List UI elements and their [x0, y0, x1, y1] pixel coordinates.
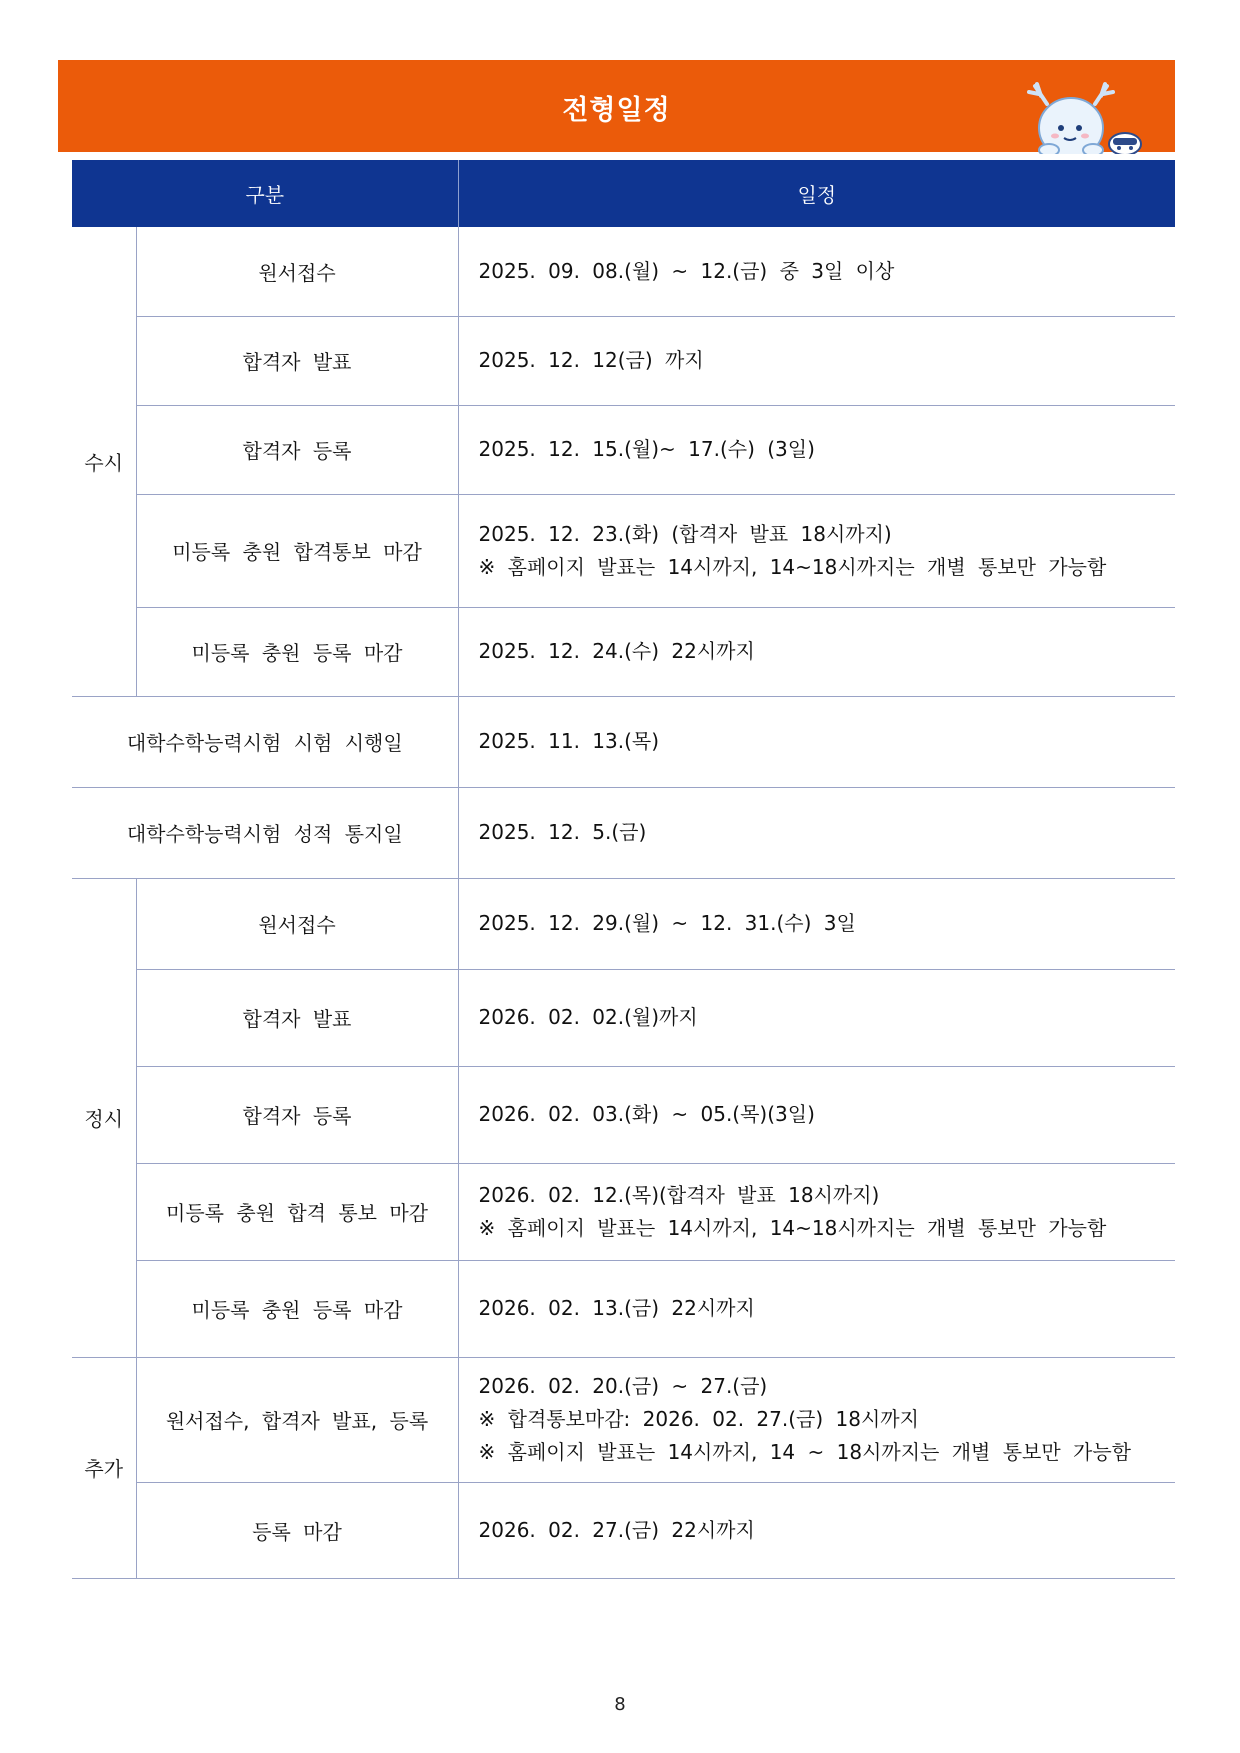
table-row	[72, 1066, 1175, 1163]
row-label: 합격자 등록	[136, 405, 458, 494]
row-value: 2026. 02. 27.(금) 22시까지	[458, 1482, 1175, 1578]
row-value: 2025. 12. 29.(월) ~ 12. 31.(수) 3일	[458, 878, 1175, 969]
row-label: 원서접수	[136, 227, 458, 316]
row-label: 미등록 충원 등록 마감	[136, 607, 458, 696]
table-row	[72, 787, 1175, 878]
row-label: 원서접수	[136, 878, 458, 969]
title-banner	[58, 60, 1175, 152]
row-value: 2025. 12. 24.(수) 22시까지	[458, 607, 1175, 696]
mascot-icon	[1017, 76, 1147, 154]
table-row	[72, 1260, 1175, 1357]
row-label: 대학수학능력시험 성적 통지일	[72, 787, 458, 878]
group-chuga: 추가	[72, 1357, 136, 1578]
row-label: 미등록 충원 합격 통보 마감	[136, 1163, 458, 1260]
row-label: 합격자 발표	[136, 316, 458, 405]
row-value: 2026. 02. 12.(목)(합격자 발표 18시까지) ※ 홈페이지 발표는 14시까지, 14~18시까지는 개별 통보만 가능함	[458, 1163, 1175, 1260]
table-row	[72, 1357, 1175, 1482]
row-value: 2026. 02. 20.(금) ~ 27.(금) ※ 합격통보마감: 2026. 02. 27.(금) 18시까지 ※ 홈페이지 발표는 14시까지, 14 ~ 18시까지는 개별 통보만 가능함	[458, 1357, 1175, 1482]
row-label: 원서접수, 합격자 발표, 등록	[136, 1357, 458, 1482]
schedule-table	[72, 160, 1175, 1579]
table-row	[72, 878, 1175, 969]
table-row	[72, 607, 1175, 696]
table-row	[72, 227, 1175, 316]
row-value: 2025. 11. 13.(목)	[458, 696, 1175, 787]
table-row	[72, 405, 1175, 494]
row-value: 2025. 12. 12(금) 까지	[458, 316, 1175, 405]
table-header-row	[72, 160, 1175, 227]
header-schedule: 일정	[458, 160, 1175, 227]
table-row	[72, 1163, 1175, 1260]
header-category: 구분	[72, 160, 458, 227]
table-row	[72, 1482, 1175, 1578]
page-title: 전형일정	[562, 95, 671, 126]
row-label: 합격자 발표	[136, 969, 458, 1066]
row-label: 미등록 충원 합격통보 마감	[136, 494, 458, 607]
row-label: 미등록 충원 등록 마감	[136, 1260, 458, 1357]
row-value: 2025. 12. 23.(화) (합격자 발표 18시까지) ※ 홈페이지 발표는 14시까지, 14~18시까지는 개별 통보만 가능함	[458, 494, 1175, 607]
group-jeongsi: 정시	[72, 878, 136, 1357]
table-row	[72, 696, 1175, 787]
group-susi: 수시	[72, 227, 136, 696]
table-row	[72, 494, 1175, 607]
row-value: 2025. 12. 5.(금)	[458, 787, 1175, 878]
row-value: 2026. 02. 13.(금) 22시까지	[458, 1260, 1175, 1357]
page-number: 8	[614, 1694, 626, 1715]
table-row	[72, 969, 1175, 1066]
row-label: 등록 마감	[136, 1482, 458, 1578]
row-label: 대학수학능력시험 시험 시행일	[72, 696, 458, 787]
row-value: 2025. 09. 08.(월) ~ 12.(금) 중 3일 이상	[458, 227, 1175, 316]
row-value: 2026. 02. 03.(화) ~ 05.(목)(3일)	[458, 1066, 1175, 1163]
table-row	[72, 316, 1175, 405]
row-label: 합격자 등록	[136, 1066, 458, 1163]
row-value: 2026. 02. 02.(월)까지	[458, 969, 1175, 1066]
row-value: 2025. 12. 15.(월)~ 17.(수) (3일)	[458, 405, 1175, 494]
